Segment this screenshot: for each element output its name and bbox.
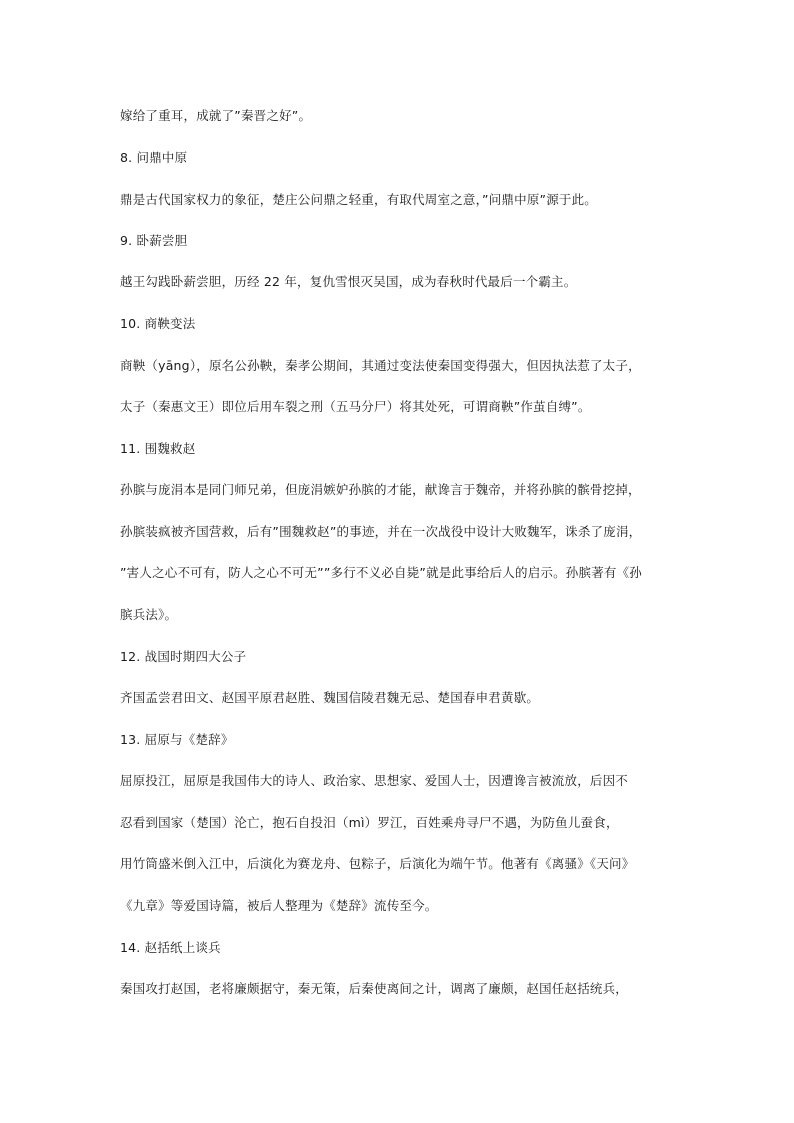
- body-text-line: 用竹筒盛米倒入江中，后演化为赛龙舟、包粽子，后演化为端午节。他著有《离骚》《天问》: [120, 856, 635, 871]
- section-heading: 8. 问鼎中原: [120, 150, 188, 165]
- body-text-line: 秦国攻打赵国，老将廉颇据守，秦无策，后秦使离间之计，调离了廉颇，赵国任赵括统兵，: [120, 981, 629, 996]
- section-heading: 14. 赵括纸上谈兵: [120, 940, 221, 955]
- body-text-line: ”害人之心不可有，防人之心不可无””多行不义必自毙”就是此事给后人的启示。孙膑著有《孙: [120, 565, 643, 580]
- body-text-line: 膑兵法》。: [120, 607, 178, 622]
- section-heading: 13. 屈原与《楚辞》: [120, 732, 234, 747]
- body-text-line: 孙膑与庞涓本是同门师兄弟，但庞涓嫉妒孙膑的才能，献谗言于魏帝，并将孙膑的髌骨挖掉，: [120, 482, 641, 497]
- section-heading: 12. 战国时期四大公子: [120, 649, 247, 664]
- section-heading: 11. 围魏救赵: [120, 441, 196, 456]
- body-text-line: 商鞅（yāng），原名公孙鞅，秦孝公期间，其通过变法使秦国变得强大，但因执法惹了太子，: [120, 358, 641, 373]
- body-text-line: 《九章》等爱国诗篇，被后人整理为《楚辞》流传至今。: [120, 898, 438, 913]
- body-text-line: 忍看到国家（楚国）沦亡，抱石自投汨（mì）罗江，百姓乘舟寻尸不遇，为防鱼儿蚕食，: [120, 815, 619, 830]
- section-heading: 9. 卧薪尝胆: [120, 233, 188, 248]
- body-text-line: 太子（秦惠文王）即位后用车裂之刑（五马分尸）将其处死，可谓商鞅”作茧自缚”。: [120, 399, 591, 414]
- section-heading: 10. 商鞅变法: [120, 316, 196, 331]
- body-text-line: 越王勾践卧薪尝胆，历经 22 年，复仇雪恨灭吴国，成为春秋时代最后一个霸主。: [120, 274, 577, 289]
- body-text-line: 鼎是古代国家权力的象征，楚庄公问鼎之轻重，有取代周室之意，”问鼎中原”源于此。: [120, 192, 598, 207]
- body-text-line: 孙膑装疯被齐国营救，后有”围魏救赵”的事迹，并在一次战役中设计大败魏军，诛杀了庞涓，: [120, 524, 642, 539]
- body-text-line: 屈原投江，屈原是我国伟大的诗人、政治家、思想家、爱国人士，因遭谗言被流放，后因不: [120, 773, 629, 788]
- body-text-line: 齐国孟尝君田文、赵国平原君赵胜、魏国信陵君魏无忌、楚国春申君黄歇。: [120, 690, 540, 705]
- body-text-line: 嫁给了重耳，成就了”秦晋之好”。: [120, 108, 312, 123]
